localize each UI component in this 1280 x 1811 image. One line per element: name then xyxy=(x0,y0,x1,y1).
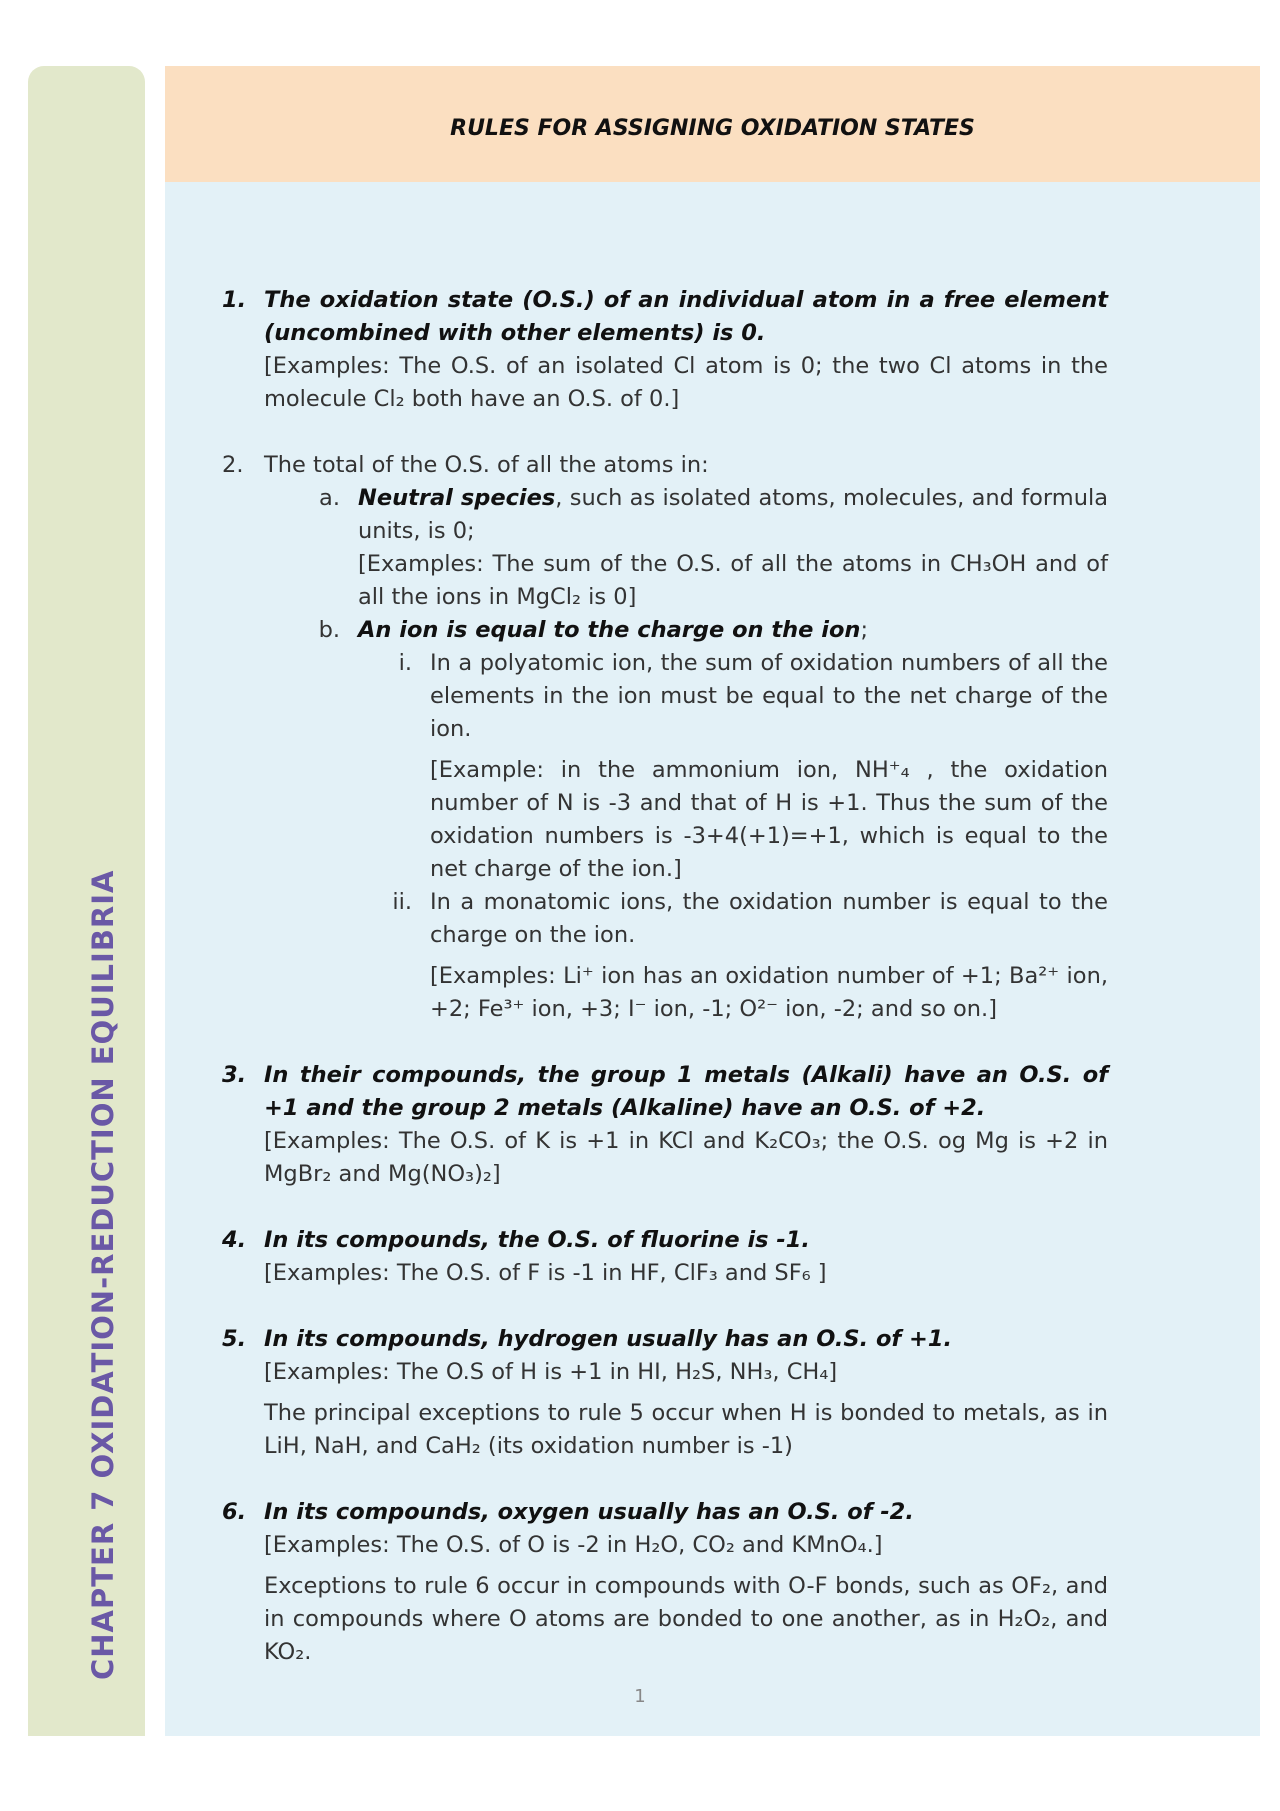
rule-number: 6. xyxy=(222,1499,247,1525)
rule-number: 4. xyxy=(222,1227,247,1253)
rule-5 xyxy=(222,1323,1108,1463)
rule-statement: The oxidation state (O.S.) of an individual atom in a free element (uncombined with other elements) is 0. xyxy=(264,287,1108,346)
rule-example: [Examples: The O.S. of K is +1 in KCl and K₂CO₃; the O.S. og Mg is +2 in MgBr₂ and Mg(NO₃)₂] xyxy=(264,1128,1108,1187)
rule-statement: In its compounds, oxygen usually has an O.S. of -2. xyxy=(264,1499,914,1525)
roman-text: In a polyatomic ion, the sum of oxidation numbers of all the elements in the ion must be equal to the net charge of the ion. xyxy=(430,650,1108,742)
rule-example: [Examples: The O.S. of an isolated Cl atom is 0; the two Cl atoms in the molecule Cl₂ both have an O.S. of 0.] xyxy=(264,353,1108,412)
subrule-bold: Neutral species xyxy=(358,485,556,511)
subrule-letter: a. xyxy=(319,485,340,511)
roman-number: ii. xyxy=(392,889,412,915)
rule-intro: The total of the O.S. of all the atoms in: xyxy=(264,452,709,478)
page-number: 1 xyxy=(634,1686,646,1707)
subrule-letter: b. xyxy=(318,617,340,643)
rule-statement: In its compounds, hydrogen usually has an O.S. of +1. xyxy=(264,1326,953,1352)
roman-example: [Example: in the ammonium ion, NH⁺₄ , the oxidation number of N is -3 and that of H is +1. Thus the sum of the oxidation numbers is -3+4(+1)=+1, which is equal to the net charge of the ion.] xyxy=(430,757,1108,882)
rule-statement: In its compounds, the O.S. of fluorine is -1. xyxy=(264,1227,810,1253)
rule-example: [Examples: The O.S. of O is -2 in H₂O, CO₂ and KMnO₄.] xyxy=(264,1532,883,1558)
rule-6 xyxy=(222,1496,1108,1669)
subrule-a xyxy=(300,482,1108,614)
rule-number: 5. xyxy=(222,1326,247,1352)
subrule-text: ; xyxy=(860,617,869,643)
rules-list xyxy=(222,284,1108,1702)
rule-example: [Examples: The O.S of H is +1 in HI, H₂S, NH₃, CH₄] xyxy=(264,1359,838,1385)
rule-number: 1. xyxy=(222,287,247,313)
rule-statement: In their compounds, the group 1 metals (Alkali) have an O.S. of +1 and the group 2 metals (Alkaline) have an O.S. of +2. xyxy=(264,1062,1108,1121)
roman-text: In a monatomic ions, the oxidation number is equal to the charge on the ion. xyxy=(430,889,1108,948)
header-banner xyxy=(165,66,1260,182)
rule-1 xyxy=(222,284,1108,416)
rule-note: Exceptions to rule 6 occur in compounds with O-F bonds, such as OF₂, and in compounds where O atoms are bonded to one another, as in H₂O₂, and KO₂. xyxy=(264,1573,1108,1665)
subrule-text: , such as isolated atoms, molecules, and formula units, is 0; xyxy=(358,485,1108,544)
chapter-title: CHAPTER 7 OXIDATION-REDUCTION EQUILIBRIA xyxy=(86,869,120,1680)
rule-2 xyxy=(222,449,1108,1026)
roman-number: i. xyxy=(398,650,412,676)
rule-example: [Examples: The O.S. of F is -1 in HF, ClF₃ and SF₆ ] xyxy=(264,1260,827,1286)
rule-note: The principal exceptions to rule 5 occur when H is bonded to metals, as in LiH, NaH, and CaH₂ (its oxidation number is -1) xyxy=(264,1400,1108,1459)
rule-number: 2. xyxy=(222,452,244,478)
rule-3 xyxy=(222,1059,1108,1191)
subrule-b xyxy=(300,614,1108,647)
subrule-b-i xyxy=(372,647,1108,886)
roman-example: [Examples: Li⁺ ion has an oxidation number of +1; Ba²⁺ ion, +2; Fe³⁺ ion, +3; I⁻ ion, -1; O²⁻ ion, -2; and so on.] xyxy=(430,963,1108,1022)
page-title: RULES FOR ASSIGNING OXIDATION STATES xyxy=(450,115,975,141)
subrule-b-ii xyxy=(372,886,1108,1026)
subrule-example: [Examples: The sum of the O.S. of all the atoms in CH₃OH and of all the ions in MgCl₂ is 0] xyxy=(358,551,1108,610)
subrule-bold: An ion is equal to the charge on the ion xyxy=(358,617,861,643)
rule-number: 3. xyxy=(222,1062,247,1088)
rule-4 xyxy=(222,1224,1108,1290)
